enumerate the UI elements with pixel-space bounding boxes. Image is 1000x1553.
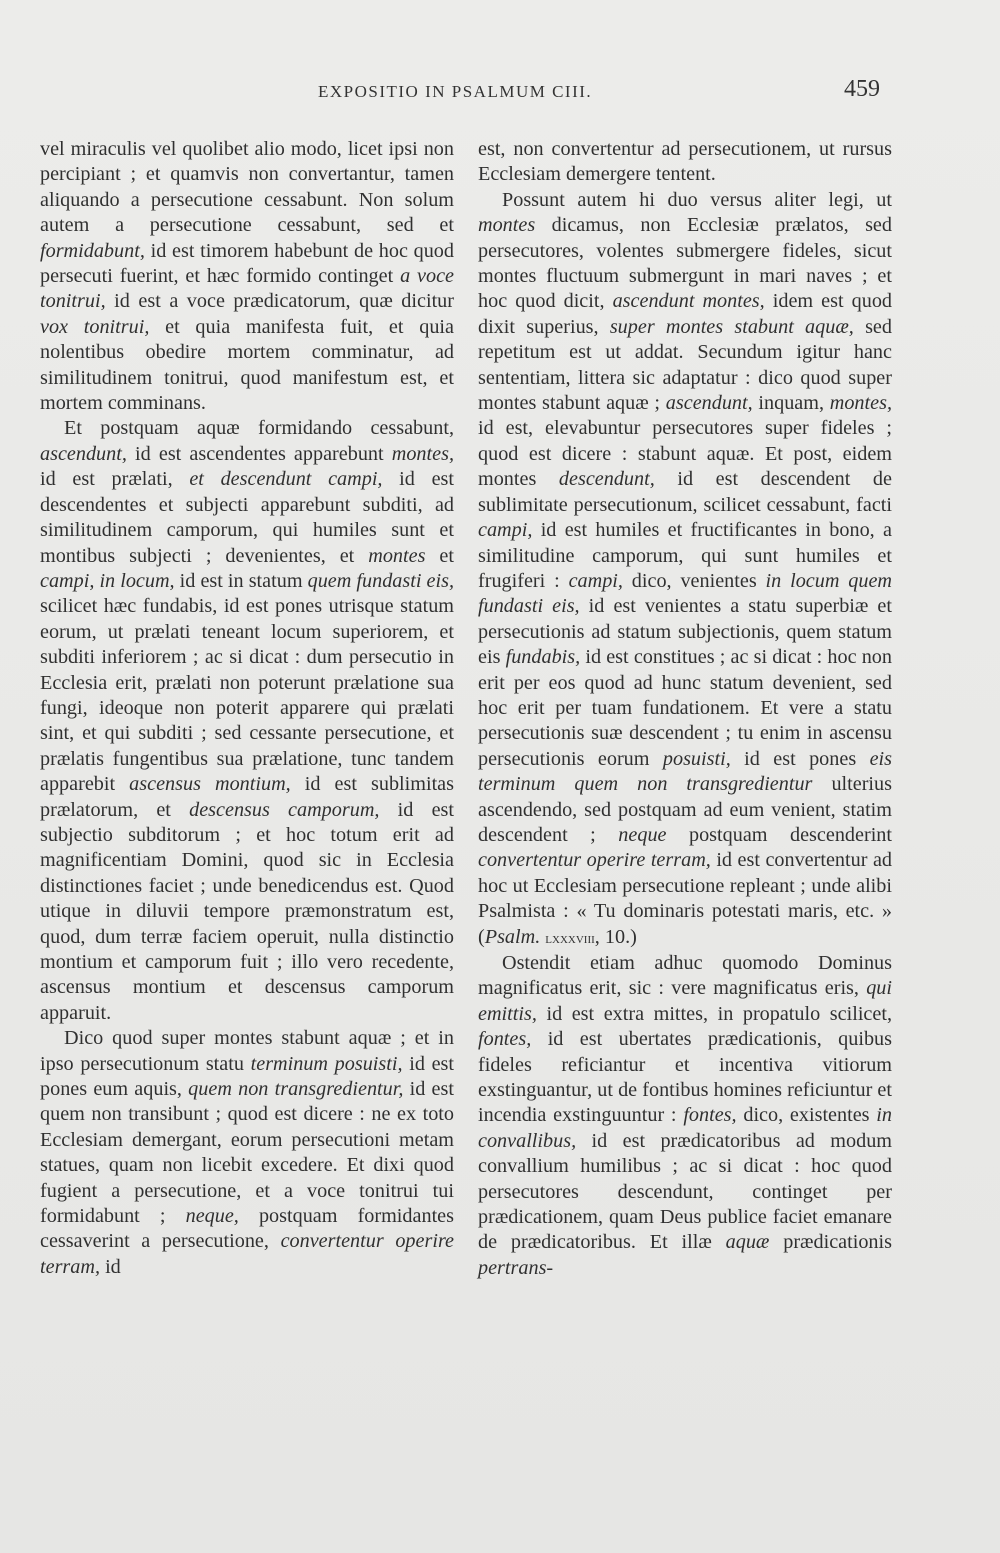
italic-phrase: in convallibus, <box>478 1104 892 1152</box>
italic-phrase: fontes, <box>478 1028 532 1051</box>
text-run: id est pones eum aquis, <box>40 1052 454 1101</box>
italic-phrase: terminum posuisti, <box>250 1052 403 1075</box>
text-run: id est, elevabuntur persecutores super fideles ; quod est dicere : stabunt aquæ. Et post, eidem montes <box>478 417 892 491</box>
text-run: Possunt autem hi duo versus aliter legi, ut <box>502 188 892 211</box>
italic-phrase: vox tonitrui, <box>40 315 150 338</box>
italic-phrase: montes, <box>829 392 892 415</box>
paragraph <box>478 137 892 188</box>
text-run: dico, venientes <box>622 569 766 592</box>
italic-phrase: qui emittis, <box>478 977 892 1025</box>
italic-phrase: ascendunt, <box>40 442 127 465</box>
italic-phrase: in locum quem fundasti eis, <box>478 569 892 618</box>
running-head <box>0 76 1000 112</box>
italic-phrase: aquæ <box>725 1231 770 1254</box>
text-run: idem est quod dixit superius, <box>478 290 893 338</box>
paragraph <box>478 188 892 951</box>
paragraph <box>478 951 892 1281</box>
paragraph <box>40 1026 454 1280</box>
text-run: prædicationis <box>769 1231 892 1254</box>
text-run: id est descendentes et subjecti apparebunt subditi, ad similitudinem camporum, qui humiles sunt et montibus subjecti ; devenientes, et <box>40 468 454 567</box>
text-run: id est prædicatoribus ad modum convallium humilibus ; ac si dicat : hoc quod persecutores descendunt, continget per prædicationem, quam Deus publice faciet emanare de prædicatoribus. Et illæ <box>478 1129 892 1254</box>
italic-phrase: campi, <box>568 569 623 592</box>
text-run: id est sublimitas prælatorum, et <box>40 773 454 821</box>
italic-phrase: campi, in locum, <box>40 569 175 592</box>
italic-phrase: descensus camporum, <box>189 798 380 821</box>
text-run: id <box>100 1255 121 1278</box>
text-run: id est prælati, <box>40 468 190 491</box>
text-run: id est a voce prædicatorum, quæ dicitur <box>105 290 454 313</box>
italic-phrase: formidabunt, <box>40 239 145 262</box>
text-run: dicamus, non Ecclesiæ prælatos, sed persecutores, volentes submergere fideles, sicut montes fluctuum submergunt in mari naves ; et hoc quod dicit, <box>478 214 892 313</box>
text-run: id est convertentur ad hoc ut Ecclesiam persecutione repleant ; unde alibi Psalmista : « Tu dominaris potestati maris, etc. » ( <box>478 849 893 948</box>
text-run: Ostendit etiam adhuc quomodo Dominus magnificatus erit, sic : vere magnificatus eris, <box>478 952 892 1000</box>
italic-phrase: ascendunt montes, <box>612 290 765 313</box>
text-run: est, non convertentur ad persecutionem, ut rursus Ecclesiam demergere tentent. <box>478 138 892 186</box>
italic-phrase: montes, <box>391 442 454 465</box>
text-run: inquam, <box>752 392 830 415</box>
italic-phrase: neque <box>618 823 667 846</box>
text-run: id est extra mittes, in propatulo scilicet, <box>536 1002 892 1025</box>
small-caps-text: lxxxviii <box>545 929 595 947</box>
text-run: ulterius ascendendo, sed postquam ad eum venient, statim descendent ; <box>478 773 892 846</box>
text-run: id est pones <box>730 747 870 770</box>
text-run: dico, existentes <box>736 1104 877 1127</box>
text-run: id est quem non transibunt ; quod est dicere : ne ex toto Ecclesiam demergant, eorum persecutioni metam statues, quam non licebit excedere. Et dixi quod fugient a persecutione, et a voce tonitrui tui formidabunt ; <box>40 1078 454 1228</box>
italic-phrase: ascendunt, <box>665 392 753 415</box>
italic-phrase: quem non transgredientur, <box>188 1078 404 1101</box>
italic-phrase: quem fundasti eis, <box>307 569 454 592</box>
italic-phrase: Psalm. <box>484 925 541 948</box>
text-run: et <box>425 544 454 567</box>
text-run: Dico quod super montes stabunt aquæ ; et in ipso persecutionum statu <box>40 1027 454 1075</box>
text-run: postquam descenderint <box>666 823 893 846</box>
text-run: id est descendent de sublimitate persecutionum, scilicet cessabunt, facti <box>478 468 892 516</box>
italic-phrase: eis terminum quem non transgredientur <box>478 747 893 796</box>
text-run: vel miraculis vel quolibet alio modo, licet ipsi non percipiant ; et quamvis non convertantur, tamen aliquando a persecutione cessabunt. Non solum autem a persecutione cessabunt, sed et <box>40 138 454 237</box>
text-run: id est timorem habebunt de hoc quod persecuti fuerint, et hæc formido continget <box>40 239 454 288</box>
text-run: et quia manifesta fuit, et quia nolentibus obedire mortem comminatur, ad similitudinem tonitrui, quod manifestum est, et mortem comminans. <box>40 315 454 415</box>
text-run: scilicet hæc fundabis, id est pones utrisque statum eorum, ut prælati teneant locum superiorem, et subditi inferiorem ; ac si dicat : dum persecutio in Ecclesia erit, prælati non poterunt prælatione sua fungi, ideoque non poterit apparere qui prælati sint, et qui subditi ; sed cessante persecutione, et prælatis fungentibus sua prælatione, tunc tandem apparebit <box>40 595 454 796</box>
right-text-column <box>478 137 892 1281</box>
italic-phrase: campi, <box>478 519 533 542</box>
paragraph <box>40 416 454 1026</box>
text-run: id est subjectio subditorum ; et hoc totum erit ad magnificentiam Domini, quod sic in Ecclesia distinctiones faciet ; unde benedicendus est. Quod utique in diluvii tempore præmonstratum est, quod, dum terræ faciem operuit, nulla distinctio montium et camporum fuit ; illo vero recedente, ascensus montium et descensus camporum apparuit. <box>40 798 454 1024</box>
text-run: id est in statum <box>174 569 308 592</box>
text-run: , 10.) <box>594 925 637 948</box>
italic-phrase: fundabis, <box>505 646 581 669</box>
italic-phrase: a voce tonitrui, <box>40 265 454 313</box>
italic-phrase: descendunt, <box>558 468 655 491</box>
text-run: id est venientes a statu superbiæ et persecutionis ad statum subjectionis, quem statum eis <box>478 595 893 669</box>
italic-phrase: super montes stabunt aquæ, <box>609 315 854 338</box>
italic-phrase: posuisti, <box>662 747 731 770</box>
text-run: id est ubertates prædicationis, quibus fideles reficiantur et incentiva vitiorum exstinguantur, ut de fontibus homines reficiuntur et incendia exstinguuntur : <box>478 1028 892 1127</box>
italic-phrase: fontes, <box>683 1104 737 1127</box>
text-run: postquam formidantes cessaverint a persecutione, <box>40 1205 454 1253</box>
italic-phrase: pertrans- <box>478 1256 554 1279</box>
text-run: id est humiles et fructificantes in bono, a similitudine camporum, qui sunt humiles et frugiferi : <box>478 519 892 592</box>
text-run: id est constitues ; ac si dicat : hoc non erit per eos quod ad hunc statum devenient, sed hoc erit per tuam fundationem. Et vere a statu persecutionis suæ descendent ; tu enim in ascensu persecutionis eorum <box>478 646 892 770</box>
page-number: 459 <box>844 76 880 102</box>
text-run: id est ascendentes apparebunt <box>126 442 392 465</box>
italic-phrase: neque, <box>185 1205 239 1228</box>
italic-phrase: montes <box>368 544 426 567</box>
italic-phrase: convertentur operire terram, <box>40 1230 455 1278</box>
paragraph <box>40 137 454 416</box>
italic-phrase: ascensus montium, <box>129 773 291 796</box>
italic-phrase: et descendunt campi, <box>189 468 383 491</box>
italic-phrase: montes <box>478 214 536 237</box>
running-title: EXPOSITIO IN PSALMUM CIII. <box>318 82 593 101</box>
italic-phrase: convertentur operire terram, <box>478 849 711 872</box>
text-run: sed repetitum est ut addat. Secundum igitur hanc sententiam, littera sic adaptatur : dico quod super montes stabunt aquæ ; <box>478 315 892 415</box>
left-text-column <box>40 137 454 1280</box>
text-run: Et postquam aquæ formidando cessabunt, <box>64 417 454 440</box>
